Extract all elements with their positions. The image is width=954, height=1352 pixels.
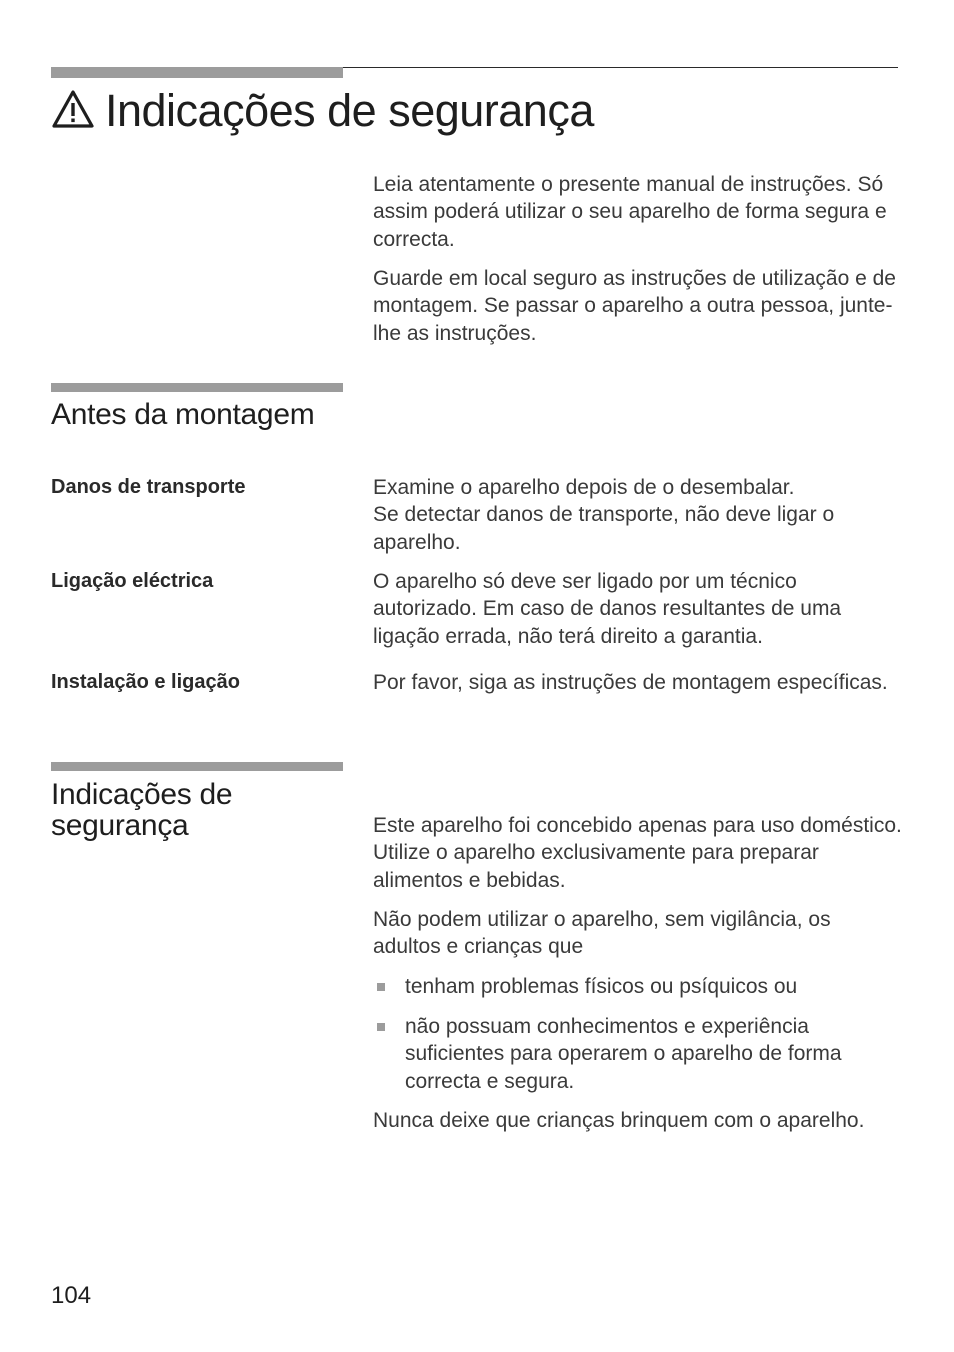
label-transport-damage: Danos de transporte <box>51 476 246 498</box>
section-title-safety: Indicações de segurança <box>51 778 233 842</box>
top-rule-bar <box>51 67 343 78</box>
label-installation-connection: Instalação e ligação <box>51 671 240 693</box>
section-title-before-installation: Antes da montagem <box>51 398 315 431</box>
text-electrical-connection: O aparelho só deve ser ligado por um técnico autorizado. Em caso de danos resultantes de uma ligação errada, não terá direito a garantia. <box>373 570 842 648</box>
intro-paragraph-2: Guarde em local seguro as instruções de utilização e de montagem. Se passar o aparelho a outra pessoa, junte-lhe as instruções. <box>373 267 896 345</box>
page-title <box>51 83 594 139</box>
text-transport-damage-line-2: Se detectar danos de transporte, não deve ligar o aparelho. <box>373 503 835 554</box>
section-bar-safety <box>51 762 343 771</box>
text-transport-damage <box>373 474 903 556</box>
text-transport-damage-line-1: Examine o aparelho depois de o desembalar. <box>373 476 795 499</box>
label-electrical-connection: Ligação eléctrica <box>51 570 214 592</box>
page-title-text: Indicações de segurança <box>105 85 594 136</box>
list-item-text: não possuam conhecimentos e experiência suficientes para operarem o aparelho de forma correcta e segura. <box>405 1015 842 1093</box>
safety-paragraph-3: Nunca deixe que crianças brinquem com o aparelho. <box>373 1109 865 1132</box>
list-item <box>373 1013 903 1095</box>
bullet-square-icon <box>377 1023 385 1031</box>
warning-triangle-icon <box>51 89 95 129</box>
section-bar-before-installation <box>51 383 343 392</box>
page-number: 104 <box>51 1282 92 1309</box>
text-installation-connection: Por favor, siga as instruções de montagem específicas. <box>373 671 888 694</box>
intro-paragraph-1: Leia atentamente o presente manual de instruções. Só assim poderá utilizar o seu aparelho de forma segura e correcta. <box>373 173 887 251</box>
safety-paragraph-1: Este aparelho foi concebido apenas para uso doméstico. Utilize o aparelho exclusivamente para preparar alimentos e bebidas. <box>373 814 902 892</box>
list-item <box>373 973 903 1001</box>
bullet-square-icon <box>377 983 385 991</box>
safety-paragraph-2: Não podem utilizar o aparelho, sem vigilância, os adultos e crianças que <box>373 908 831 959</box>
list-item-text: tenham problemas físicos ou psíquicos ou <box>405 975 798 998</box>
